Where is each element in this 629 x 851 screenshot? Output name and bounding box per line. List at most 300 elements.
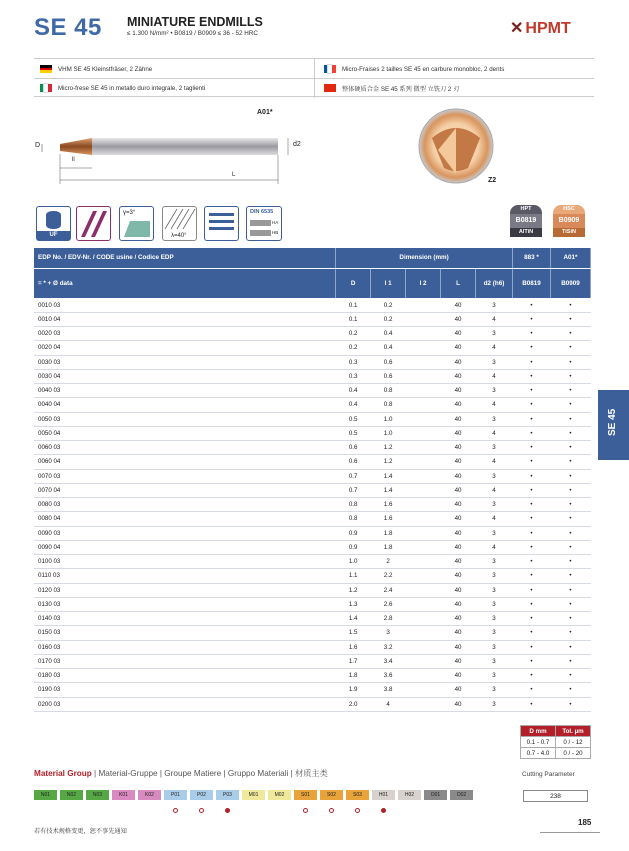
rake-angle-icon: [119, 206, 154, 241]
language-row: [324, 82, 459, 94]
product-title: MINIATURE ENDMILLS: [127, 15, 263, 29]
header-l1: l 1: [371, 268, 406, 298]
edp-number: 0070 03: [34, 469, 336, 483]
table-row: [34, 469, 591, 483]
coating-top: HSC: [553, 205, 585, 214]
table-cell: •: [550, 412, 590, 426]
material-swatch: M01: [242, 790, 265, 800]
edp-number: 0180 03: [34, 669, 336, 683]
tolerance-range: 0.7 - 4.0: [521, 748, 556, 759]
table-row: [34, 697, 591, 711]
din-label: DIN 6535: [250, 209, 274, 215]
coating-bottom: AlTiN: [510, 228, 542, 237]
table-cell: 1.6: [371, 512, 406, 526]
table-row: [34, 369, 591, 383]
table-cell: 1.2: [371, 455, 406, 469]
table-cell: 3: [476, 640, 513, 654]
table-cell: •: [550, 540, 590, 554]
suitability-cell: [34, 806, 57, 814]
table-cell: 40: [441, 640, 476, 654]
material-swatch: S03: [346, 790, 369, 800]
material-swatch: N03: [86, 790, 109, 800]
edp-number: 0100 03: [34, 555, 336, 569]
table-cell: [406, 455, 441, 469]
table-cell: •: [550, 526, 590, 540]
material-swatch: S01: [294, 790, 317, 800]
table-row: [34, 441, 591, 455]
table-cell: •: [550, 498, 590, 512]
material-swatch: N02: [60, 790, 83, 800]
table-cell: 3: [476, 612, 513, 626]
table-cell: •: [513, 555, 551, 569]
material-group-title: [34, 768, 328, 779]
product-subtitle: ≤ 1.300 N/mm² • B0819 / B0909 ≤ 36 - 52 HRC: [127, 30, 258, 37]
material-swatch: K02: [138, 790, 161, 800]
table-cell: •: [550, 683, 590, 697]
table-cell: •: [550, 483, 590, 497]
coating-code: B0819: [510, 214, 542, 228]
table-cell: [406, 669, 441, 683]
table-cell: 2.0: [336, 697, 371, 711]
table-row: [34, 669, 591, 683]
table-cell: •: [550, 341, 590, 355]
material-swatch: N01: [34, 790, 57, 800]
table-row: [34, 683, 591, 697]
table-cell: •: [513, 441, 551, 455]
open-dot-icon: [355, 808, 360, 813]
table-cell: [406, 469, 441, 483]
open-dot-icon: [173, 808, 178, 813]
suitability-cell: [138, 806, 161, 814]
edp-number: 0030 04: [34, 369, 336, 383]
suitability-cell: [294, 806, 317, 814]
flag-icon: [324, 65, 336, 73]
table-row: [34, 654, 591, 668]
material-swatch: K01: [112, 790, 135, 800]
d-label: D: [35, 142, 41, 149]
table-row: [521, 748, 591, 759]
table-cell: •: [513, 498, 551, 512]
table-cell: [406, 341, 441, 355]
tool-drawing: [30, 118, 290, 193]
table-cell: •: [550, 398, 590, 412]
table-cell: •: [550, 569, 590, 583]
table-cell: 1.1: [336, 569, 371, 583]
table-cell: 3: [476, 626, 513, 640]
table-row: [34, 512, 591, 526]
table-cell: 0.7: [336, 469, 371, 483]
table-cell: 4: [476, 512, 513, 526]
table-cell: 40: [441, 683, 476, 697]
table-cell: 40: [441, 612, 476, 626]
table-cell: [406, 512, 441, 526]
table-cell: 2.4: [371, 583, 406, 597]
material-swatch: S02: [320, 790, 343, 800]
material-swatch: M02: [268, 790, 291, 800]
suitability-cell: [320, 806, 343, 814]
d2-label: d2: [293, 141, 301, 148]
divider: [314, 59, 315, 98]
table-cell: [406, 327, 441, 341]
table-cell: •: [550, 669, 590, 683]
language-row: [324, 63, 504, 75]
table-cell: [406, 697, 441, 711]
logo-mark-icon: ✕: [510, 20, 524, 37]
tolerance-range: 0.1 - 0.7: [521, 737, 556, 748]
table-cell: 1.2: [336, 583, 371, 597]
table-cell: [406, 398, 441, 412]
table-cell: •: [513, 398, 551, 412]
table-cell: [406, 355, 441, 369]
table-row: [34, 327, 591, 341]
table-row: [34, 298, 591, 312]
table-cell: 40: [441, 626, 476, 640]
table-cell: 0.8: [336, 498, 371, 512]
table-cell: 1.5: [336, 626, 371, 640]
table-cell: •: [550, 469, 590, 483]
header-tol: Tol. µm: [556, 726, 591, 737]
table-cell: 3: [476, 583, 513, 597]
helix-angle-icon: [162, 206, 197, 241]
material-group-title-main: Material Group: [34, 769, 92, 778]
table-cell: [406, 369, 441, 383]
table-cell: 1.7: [336, 654, 371, 668]
language-description: 整体硬质合金 SE 45 系列 微型 立铣刀 2 刃: [342, 85, 460, 93]
language-descriptions: [34, 58, 594, 97]
table-cell: [406, 426, 441, 440]
uf-label: UF: [37, 231, 70, 240]
table-cell: 40: [441, 697, 476, 711]
table-cell: 4: [476, 540, 513, 554]
tolerance-value: 0 / - 12: [556, 737, 591, 748]
table-cell: 4: [476, 369, 513, 383]
footer-note: 若有技术规格变更，恕不事先通知: [34, 828, 127, 835]
material-swatch: O02: [450, 790, 473, 800]
brand-name: HPMT: [525, 20, 571, 37]
table-cell: [406, 412, 441, 426]
table-row: [34, 455, 591, 469]
table-row: [34, 597, 591, 611]
ha-label: HA: [272, 220, 279, 225]
table-cell: 0.7: [336, 483, 371, 497]
table-cell: •: [550, 426, 590, 440]
helix-icon: [76, 206, 111, 241]
open-dot-icon: [199, 808, 204, 813]
table-cell: 4: [476, 455, 513, 469]
table-cell: 40: [441, 597, 476, 611]
lambda-label: λ=40°: [171, 233, 187, 239]
header-b0819: B0819: [513, 268, 551, 298]
suitability-cell: [346, 806, 369, 814]
table-cell: •: [550, 355, 590, 369]
table-cell: 40: [441, 654, 476, 668]
table-cell: •: [513, 369, 551, 383]
material-swatch: P02: [190, 790, 213, 800]
table-cell: 40: [441, 426, 476, 440]
shank-shape: [92, 138, 278, 155]
table-header-row: [34, 248, 591, 268]
table-row: [34, 355, 591, 369]
table-cell: •: [550, 312, 590, 326]
table-cell: [406, 483, 441, 497]
table-cell: •: [513, 512, 551, 526]
table-cell: •: [550, 640, 590, 654]
table-cell: •: [550, 455, 590, 469]
table-header-row: [521, 726, 591, 737]
table-cell: •: [550, 697, 590, 711]
edp-number: 0170 03: [34, 654, 336, 668]
table-cell: 0.4: [371, 327, 406, 341]
table-cell: 3: [476, 327, 513, 341]
edp-number: 0080 04: [34, 512, 336, 526]
table-cell: 4: [476, 426, 513, 440]
end-view-drawing: [418, 108, 497, 184]
header-edp: EDP No. / EDV-Nr. / CODE usine / Codice EDP: [34, 248, 336, 268]
table-cell: 40: [441, 540, 476, 554]
coating-top: HPT: [510, 205, 542, 214]
table-cell: 40: [441, 312, 476, 326]
table-cell: •: [550, 654, 590, 668]
table-row: [34, 498, 591, 512]
table-row: [34, 569, 591, 583]
coating-badge-b0819: [510, 205, 542, 241]
table-cell: •: [513, 597, 551, 611]
edp-number: 0050 04: [34, 426, 336, 440]
table-row: [34, 412, 591, 426]
uf-feature-icon: [36, 206, 71, 241]
suitability-cell: [164, 806, 187, 814]
edp-number: 0020 04: [34, 341, 336, 355]
table-cell: •: [513, 654, 551, 668]
edp-number: 0090 04: [34, 540, 336, 554]
table-cell: •: [513, 483, 551, 497]
table-cell: [406, 498, 441, 512]
cutting-parameter-page[interactable]: 238: [523, 790, 588, 802]
table-cell: 3: [476, 654, 513, 668]
edp-number: 0110 03: [34, 569, 336, 583]
language-row: [40, 82, 205, 94]
suitability-cell: [424, 806, 447, 814]
table-cell: 0.2: [371, 298, 406, 312]
table-cell: •: [513, 312, 551, 326]
table-cell: 3: [476, 469, 513, 483]
edp-number: 0040 04: [34, 398, 336, 412]
header-d-mm: D mm: [521, 726, 556, 737]
table-row: [34, 640, 591, 654]
spec-table: [34, 248, 591, 712]
tolerance-value: 0 / - 20: [556, 748, 591, 759]
material-swatch: O01: [424, 790, 447, 800]
edp-number: 0150 03: [34, 626, 336, 640]
table-row: [34, 583, 591, 597]
table-row: [34, 384, 591, 398]
coating-label: A01*: [257, 109, 273, 116]
table-cell: 1.6: [371, 498, 406, 512]
l1-label: ll: [72, 157, 75, 163]
table-cell: 1.9: [336, 683, 371, 697]
edp-number: 0050 03: [34, 412, 336, 426]
table-cell: 3.2: [371, 640, 406, 654]
table-cell: 3: [476, 697, 513, 711]
table-cell: 40: [441, 341, 476, 355]
table-cell: 0.2: [371, 312, 406, 326]
flag-icon: [40, 84, 52, 92]
table-cell: [406, 312, 441, 326]
page-number: 185: [578, 818, 592, 827]
table-cell: 1.3: [336, 597, 371, 611]
language-description: Micro-frese SE 45 in metallo duro integrale, 2 taglienti: [58, 84, 206, 92]
table-cell: 1.8: [336, 669, 371, 683]
flag-icon: [324, 84, 336, 92]
suitability-cell: [268, 806, 291, 814]
table-cell: 2.2: [371, 569, 406, 583]
coating-bottom: TiSiN: [553, 228, 585, 237]
table-cell: 3: [476, 498, 513, 512]
table-row: [34, 312, 591, 326]
table-cell: 4: [476, 312, 513, 326]
table-row: [34, 626, 591, 640]
table-cell: 0.5: [336, 426, 371, 440]
table-cell: •: [513, 455, 551, 469]
table-cell: •: [513, 526, 551, 540]
table-cell: 1.2: [371, 441, 406, 455]
table-cell: •: [513, 569, 551, 583]
edp-number: 0120 03: [34, 583, 336, 597]
table-cell: 0.2: [336, 327, 371, 341]
header-b0909: B0909: [550, 268, 590, 298]
table-cell: [406, 569, 441, 583]
edp-number: 0130 03: [34, 597, 336, 611]
table-cell: •: [513, 355, 551, 369]
table-cell: 40: [441, 355, 476, 369]
header-L: L: [441, 268, 476, 298]
brand-logo: [510, 18, 571, 38]
table-row: [34, 483, 591, 497]
header-dimension: Dimension (mm): [336, 248, 513, 268]
open-dot-icon: [329, 808, 334, 813]
edp-number: 0200 03: [34, 697, 336, 711]
table-cell: 2: [371, 555, 406, 569]
table-cell: 40: [441, 327, 476, 341]
table-row: [34, 398, 591, 412]
table-cell: 40: [441, 512, 476, 526]
table-cell: •: [513, 583, 551, 597]
table-cell: 0.5: [336, 412, 371, 426]
table-cell: 3: [476, 298, 513, 312]
table-cell: 1.4: [371, 469, 406, 483]
table-cell: 3: [476, 384, 513, 398]
table-cell: 40: [441, 498, 476, 512]
table-cell: 40: [441, 555, 476, 569]
table-cell: 40: [441, 483, 476, 497]
edp-number: 0090 03: [34, 526, 336, 540]
table-cell: 0.4: [336, 384, 371, 398]
table-cell: [406, 683, 441, 697]
table-cell: [406, 612, 441, 626]
table-row: [34, 540, 591, 554]
table-cell: 40: [441, 369, 476, 383]
material-swatch: H02: [398, 790, 421, 800]
suitability-cell: [190, 806, 213, 814]
table-cell: 0.6: [371, 355, 406, 369]
table-cell: 3: [476, 355, 513, 369]
language-description: VHM SE 45 Kleinstfräser, 2 Zähne: [58, 65, 153, 73]
table-cell: [406, 654, 441, 668]
table-cell: 0.6: [371, 369, 406, 383]
table-cell: 40: [441, 669, 476, 683]
edp-number: 0080 03: [34, 498, 336, 512]
table-cell: 40: [441, 412, 476, 426]
side-tab-label: SE 45: [607, 408, 618, 436]
table-cell: •: [513, 412, 551, 426]
edp-number: 0060 04: [34, 455, 336, 469]
table-cell: •: [550, 369, 590, 383]
table-cell: 40: [441, 398, 476, 412]
language-description: Micro-Fraises 2 tailles SE 45 en carbure monobloc, 2 dents: [342, 65, 505, 73]
table-cell: 0.8: [371, 398, 406, 412]
table-cell: 0.3: [336, 369, 371, 383]
table-cell: •: [513, 697, 551, 711]
table-cell: •: [513, 298, 551, 312]
header-d: D: [336, 268, 371, 298]
edp-number: 0030 03: [34, 355, 336, 369]
table-cell: [406, 441, 441, 455]
table-cell: 1.8: [371, 540, 406, 554]
table-row: [34, 555, 591, 569]
table-cell: •: [513, 669, 551, 683]
table-cell: •: [550, 555, 590, 569]
header-data: = * + Ø data: [34, 268, 336, 298]
material-swatch: H01: [372, 790, 395, 800]
table-cell: •: [513, 469, 551, 483]
table-cell: 0.2: [336, 341, 371, 355]
table-cell: •: [550, 626, 590, 640]
table-cell: 3: [476, 441, 513, 455]
table-cell: 40: [441, 298, 476, 312]
din-shank-icon: [246, 206, 282, 241]
series-side-tab: [598, 390, 629, 460]
suitability-cell: [112, 806, 135, 814]
header-883: 883 *: [513, 248, 551, 268]
page-number-rule: [540, 832, 600, 833]
table-cell: 1.0: [371, 412, 406, 426]
table-cell: •: [513, 683, 551, 697]
suitability-cell: [216, 806, 239, 814]
table-cell: 40: [441, 583, 476, 597]
table-row: [521, 737, 591, 748]
table-cell: •: [550, 327, 590, 341]
cutting-tip-shape: [60, 138, 92, 155]
table-row: [34, 612, 591, 626]
table-cell: •: [550, 583, 590, 597]
material-group-swatches: [34, 790, 476, 800]
flag-icon: [40, 65, 52, 73]
table-cell: •: [513, 384, 551, 398]
table-row: [34, 526, 591, 540]
table-cell: [406, 597, 441, 611]
table-cell: 3: [476, 526, 513, 540]
table-cell: [406, 555, 441, 569]
suitability-cell: [86, 806, 109, 814]
material-suitability-dots: [34, 806, 476, 814]
tolerance-icon: [204, 206, 239, 241]
suitability-cell: [450, 806, 473, 814]
filled-dot-icon: [381, 808, 386, 813]
table-cell: •: [550, 384, 590, 398]
table-cell: 1.0: [371, 426, 406, 440]
material-group-title-translations: | Material-Gruppe | Groupe Matiere | Gruppo Materiali | 材质主类: [91, 769, 328, 778]
table-cell: [406, 583, 441, 597]
